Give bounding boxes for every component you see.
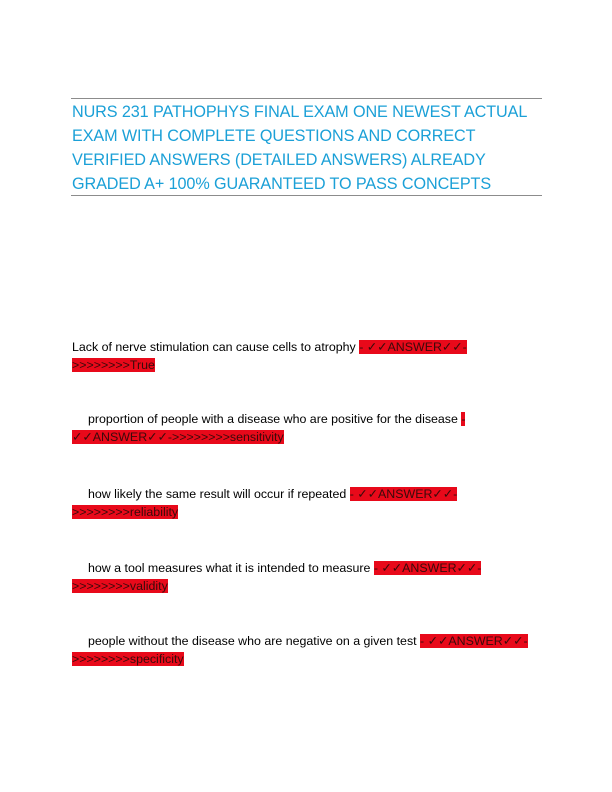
title-bottom-rule [71, 195, 542, 196]
answer-highlight-1: - ✓✓ANSWER✓✓->>>>>>>>True [72, 340, 467, 372]
title-top-rule [71, 98, 542, 99]
qa-item-3 [72, 485, 542, 521]
qa-item-1 [72, 338, 542, 374]
qa-item-5 [72, 632, 542, 668]
question-text-2: proportion of people with a disease who are positive for the disease [88, 412, 462, 426]
question-text-5: people without the disease who are negative on a given test [88, 634, 421, 648]
question-text-4: how a tool measures what it is intended to measure [88, 561, 374, 575]
question-text-1: Lack of nerve stimulation can cause cells to atrophy [72, 340, 360, 354]
answer-highlight-5: - ✓✓ANSWER✓✓->>>>>>>>specificity [72, 634, 528, 666]
answer-highlight-3: - ✓✓ANSWER✓✓->>>>>>>>reliability [72, 487, 458, 519]
qa-item-2 [72, 410, 542, 446]
question-text-3: how likely the same result will occur if repeated [88, 487, 350, 501]
answer-highlight-4: - ✓✓ANSWER✓✓->>>>>>>>validity [72, 561, 482, 593]
document-title: NURS 231 PATHOPHYS FINAL EXAM ONE NEWEST ACTUAL EXAM WITH COMPLETE QUESTIONS AND CORRECT VERIFIED ANSWERS (DETAILED ANSWERS) ALREADY GRADED A+ 100% GUARANTEED TO PASS CONCEPTS [72, 103, 527, 193]
answer-highlight-2: - ✓✓ANSWER✓✓->>>>>>>>sensitivity [72, 412, 466, 444]
qa-item-4 [72, 559, 542, 595]
